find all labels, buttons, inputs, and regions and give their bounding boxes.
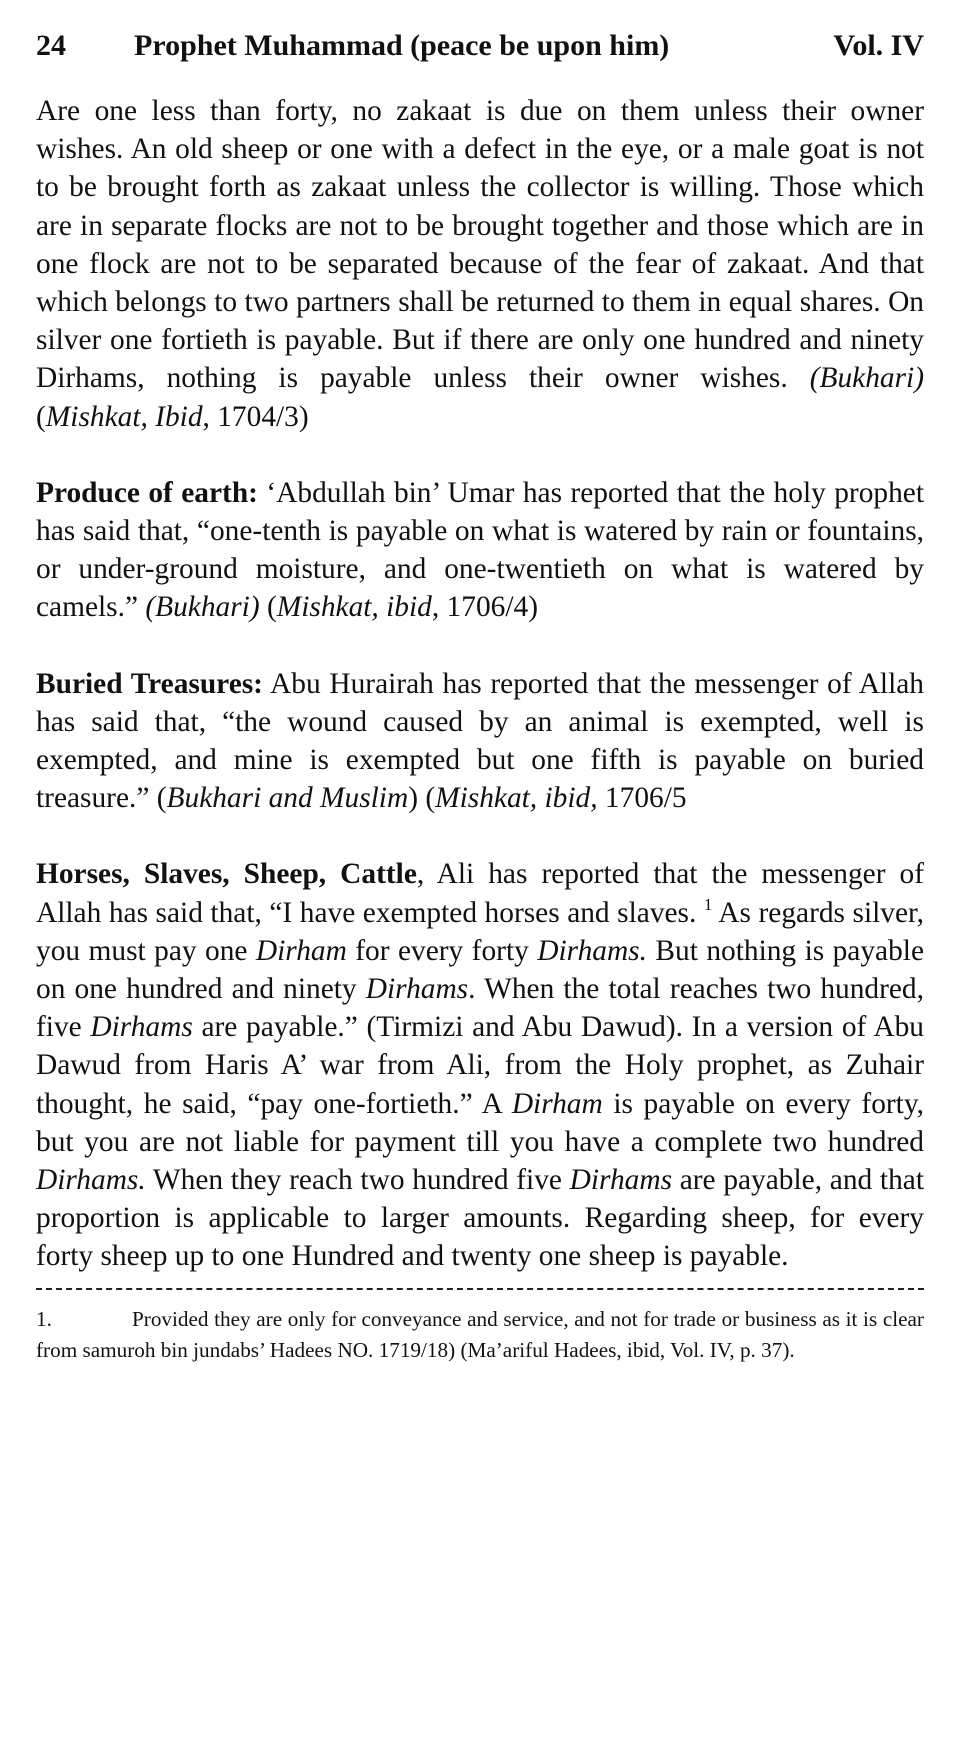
page-number: 24 [36,29,66,62]
paragraph-text: for every forty [346,934,538,967]
section-heading: Produce of earth: [36,476,258,509]
paragraph-produce-of-earth [36,474,924,627]
paragraph-horses-slaves [36,855,924,1275]
volume-label: Vol. IV [833,29,924,62]
paragraph-text: , Ali has reported that the messenger of Allah has said that, “I have exempted horses and slaves. [36,858,925,929]
citation-source: (Bukhari) [145,591,260,624]
page-body [36,92,924,1366]
section-heading: Buried Treasures: [36,667,263,700]
paragraph-buried-treasures [36,665,924,818]
section-heading: Horses, Slaves, Sheep, Cattle [36,858,417,891]
citation-reference: Mishkat, Ibid [45,400,203,433]
citation-source: (Bukhari) [809,362,924,395]
book-page [36,22,924,1387]
citation-number: , 1706/4) [431,591,538,624]
term-dirhams: Dirhams [569,1164,673,1197]
paragraph-text: . When the total reaches two hundred, five [36,973,924,1044]
citation-number: 1706/5 [597,782,687,815]
paragraph-sheep-zakaat [36,92,924,436]
term-dirhams: Dirhams. [36,1164,146,1197]
citation-source: Bukhari and Muslim [166,782,409,815]
paragraph-text: But nothing is payable on one hundred and ninety [36,934,925,1006]
paragraph-text: is payable on every forty, but you are not liable for payment till you have a complete two hundred [36,1087,924,1158]
footnote [36,1304,924,1366]
footnote-text: Provided they are only for conveyance and service, and not for trade or business as it is clear from samuroh bin jundabs’ Hadees NO. 1719/18) (Ma’ariful Hadees, ibid, Vol. IV, p. 37). [36,1306,924,1362]
citation-open: ( [36,400,46,433]
footnote-number: 1. [36,1306,52,1331]
citation-open: ( [259,591,277,624]
running-header [36,22,924,70]
footnote-divider [36,1288,924,1290]
citation-reference: Mishkat, ibid, [435,782,598,815]
paragraph-text: are payable, and that proportion is applicable to larger amounts. Regarding sheep, for every forty sheep up to one Hundred and twenty one sheep is payable. [36,1164,924,1273]
citation-open: ) ( [408,782,436,815]
paragraph-text: Abu Hurairah has reported that the messenger of Allah has said that, “the wound caused by an animal is exempted, well is exempted, and mine is exempted but one fifth is payable on buried treasure.” ( [36,667,924,815]
citation-reference: Mishkat, ibid [276,591,432,624]
term-dirham: Dirham [511,1087,603,1120]
paragraph-text: When they reach two hundred five [145,1164,570,1197]
footnote-reference-mark[interactable]: 1 [703,894,713,914]
term-dirhams: Dirhams [365,973,469,1006]
paragraph-text: As regards silver, you must pay one [36,896,925,967]
book-title: Prophet Muhammad (peace be upon him) [134,29,670,62]
term-dirhams: Dirhams [90,1011,193,1044]
term-dirham: Dirham [255,934,347,967]
paragraph-text: are payable.” (Tirmizi and Abu Dawud). In a version of Abu Dawud from Haris A’ war from Ali, from the Holy prophet, as Zuhair thought, he said, “pay one-fortieth.” A [36,1011,924,1120]
paragraph-text: ‘Abdullah bin’ Umar has reported that the holy prophet has said that, “one-tenth is payable on what is watered by rain or fountains, or under-ground moisture, and one-twentieth on what is watered by camels.” [36,476,924,624]
paragraph-text: Are one less than forty, no zakaat is due on them unless their owner wishes. An old sheep or one with a defect in the eye, or a male goat is not to be brought forth as zakaat unless the collector is willing. Those which are in separate flocks are not to be brought together and those which are in one flock are not to be separated because of the fear of zakaat. And that which belongs to two partners shall be returned to them in equal shares. On silver one fortieth is payable. But if there are only one hundred and ninety Dirhams, nothing is payable unless their owner wishes. [36,95,924,395]
term-dirhams: Dirhams. [537,934,647,967]
citation-number: , 1704/3) [202,400,309,433]
